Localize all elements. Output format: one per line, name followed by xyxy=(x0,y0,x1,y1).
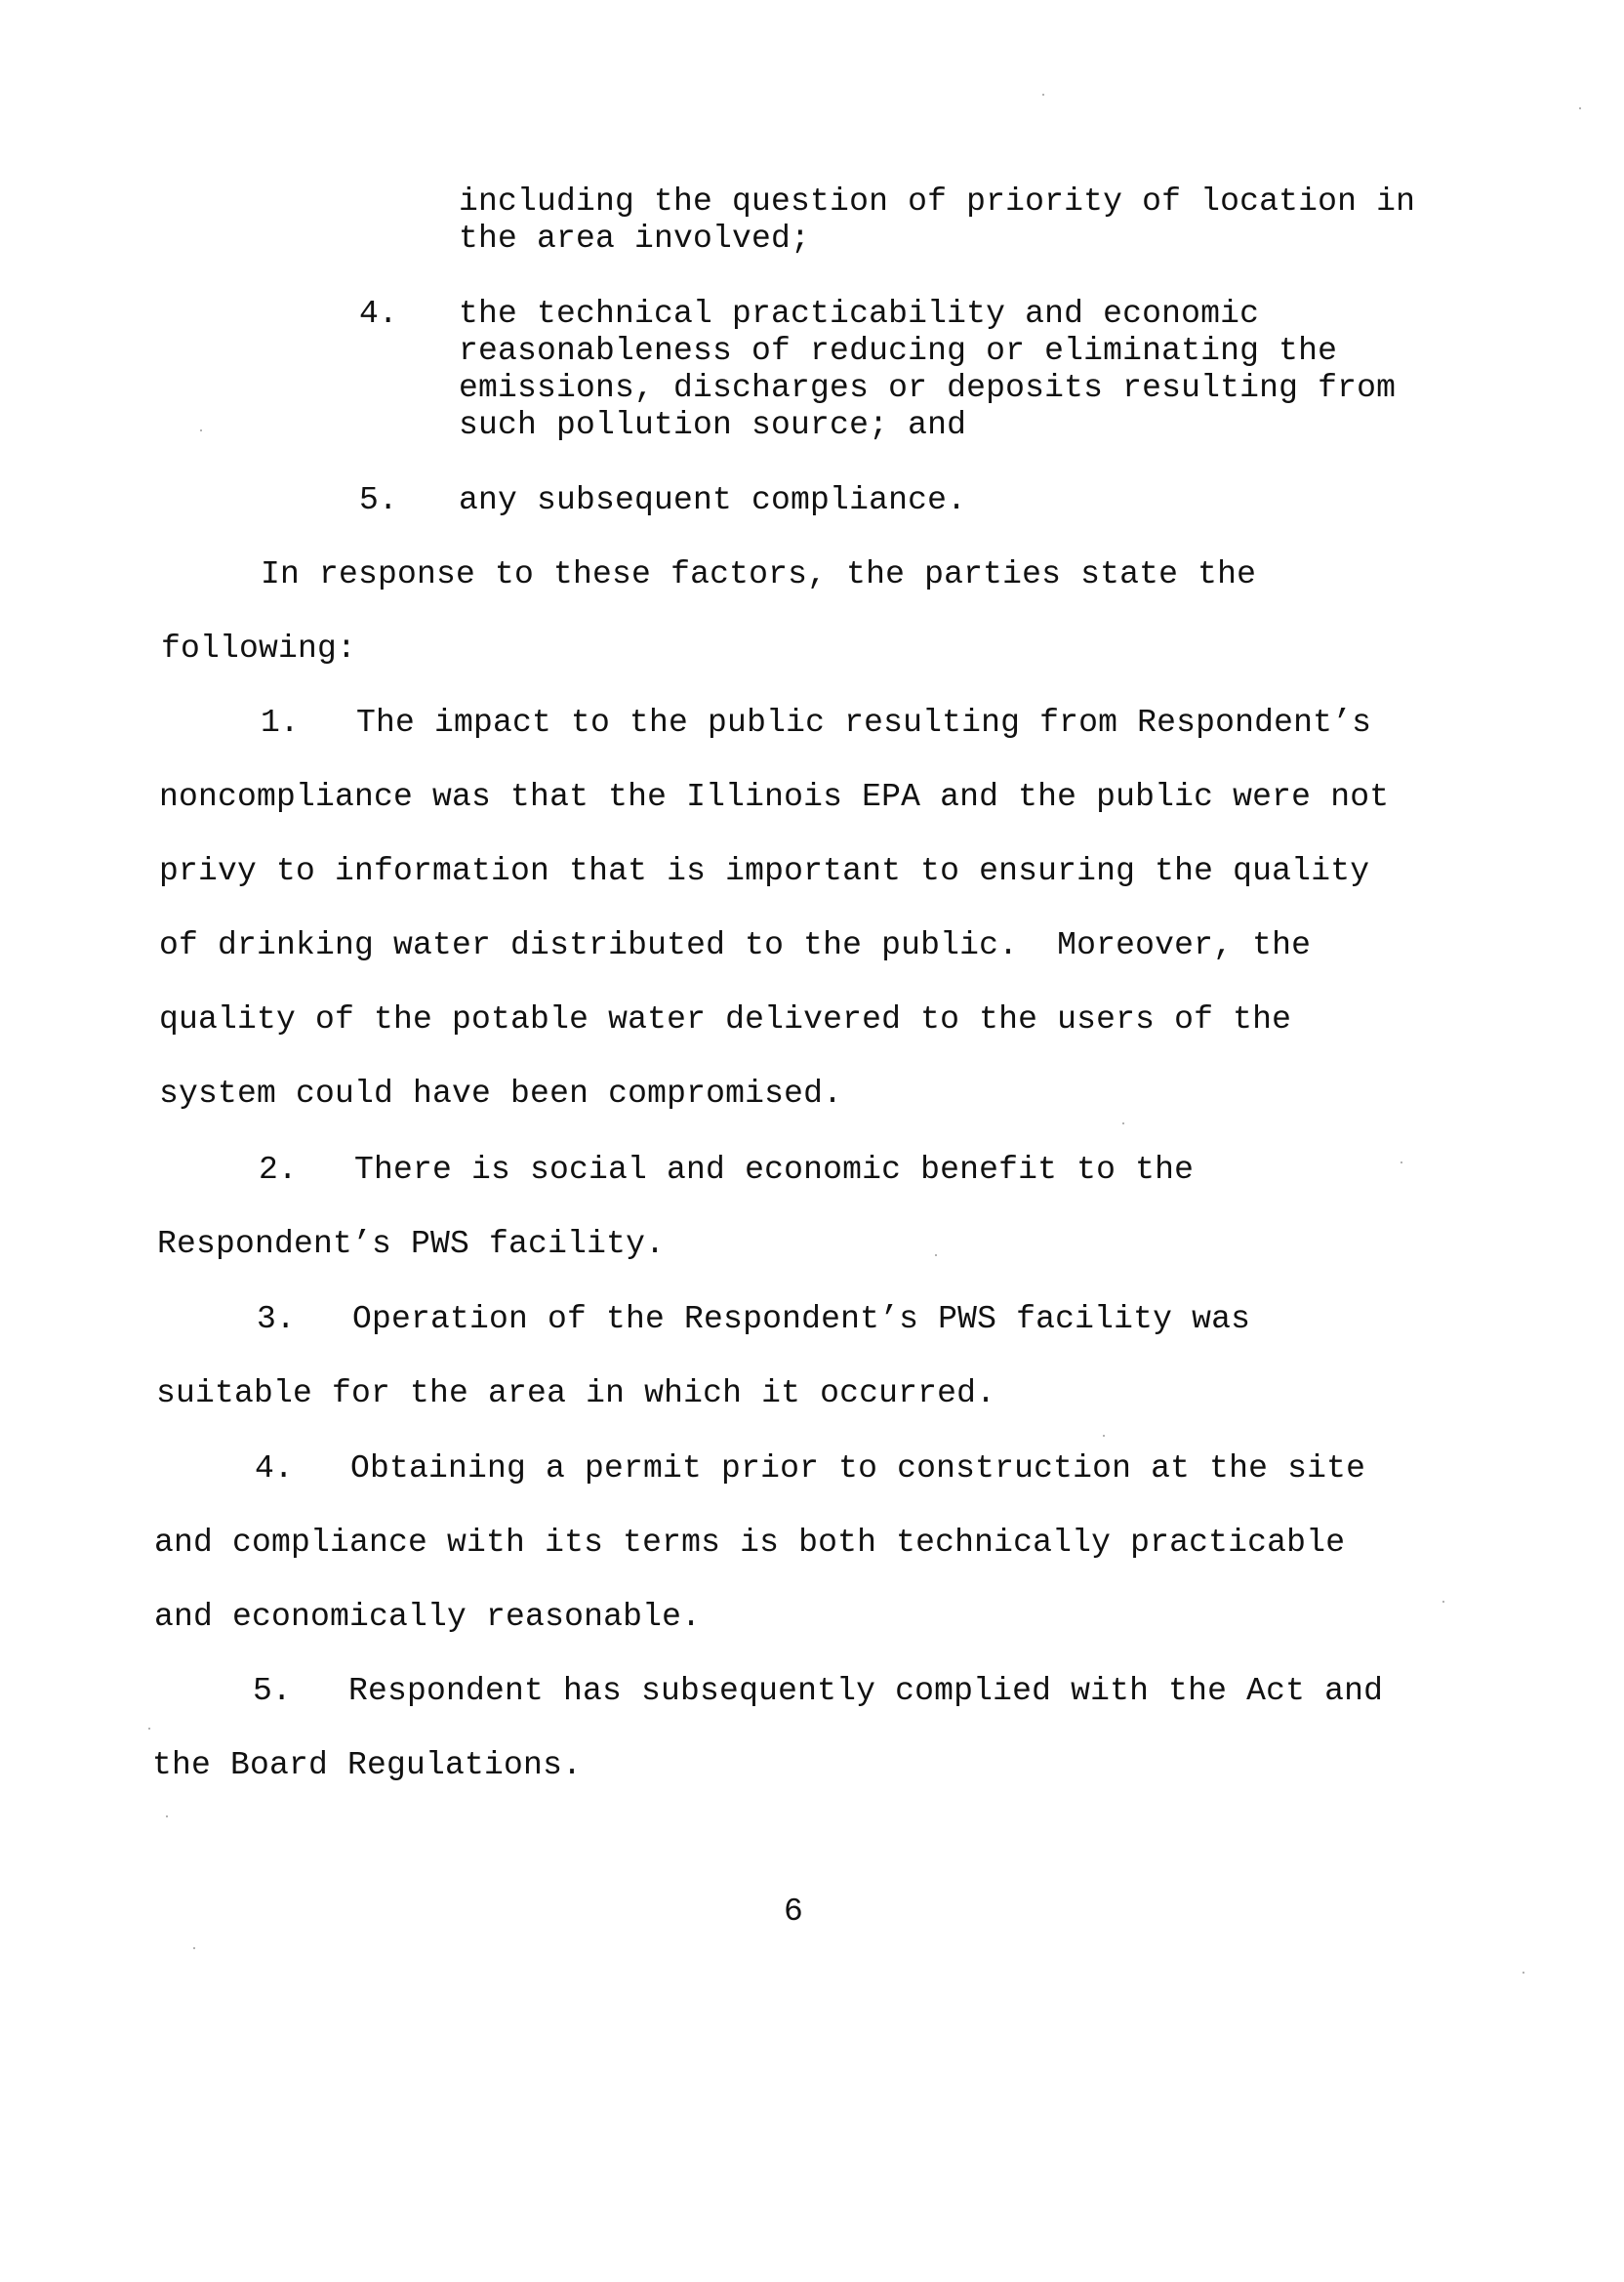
paragraph-line: and compliance with its terms is both technically practicable xyxy=(154,1525,1346,1561)
factor-line: such pollution source; and xyxy=(459,407,967,443)
scan-speck xyxy=(1103,1435,1105,1437)
continuation-line: the area involved; xyxy=(459,221,811,257)
scan-speck xyxy=(1401,1161,1402,1163)
response-number: 4. xyxy=(255,1450,294,1487)
factor-line: reasonableness of reducing or eliminating the xyxy=(459,333,1338,369)
response-number: 5. xyxy=(253,1673,292,1709)
paragraph-line: suitable for the area in which it occurred. xyxy=(156,1375,996,1411)
paragraph-line: of drinking water distributed to the public. Moreover, the xyxy=(159,927,1312,963)
factor-line: emissions, discharges or deposits resulting from xyxy=(459,370,1397,406)
scan-speck xyxy=(1122,1122,1124,1124)
paragraph-line: Obtaining a permit prior to construction at the site xyxy=(350,1450,1366,1487)
factor-line: any subsequent compliance. xyxy=(459,482,967,518)
factor-line: the technical practicability and economic xyxy=(459,296,1260,332)
paragraph-line: There is social and economic benefit to the xyxy=(354,1152,1195,1188)
response-number: 3. xyxy=(257,1301,296,1337)
scan-speck xyxy=(1042,94,1044,96)
paragraph-line: In response to these factors, the parties state the xyxy=(261,556,1257,592)
paragraph-line: Respondent’s PWS facility. xyxy=(157,1226,666,1262)
scan-speck xyxy=(166,1815,168,1817)
paragraph-line: privy to information that is important to ensuring the quality xyxy=(159,853,1370,889)
paragraph-line: quality of the potable water delivered to the users of the xyxy=(159,1001,1292,1038)
scan-speck xyxy=(1579,107,1581,109)
paragraph-line: The impact to the public resulting from Respondent’s xyxy=(356,705,1372,741)
paragraph-line: Respondent has subsequently complied with the Act and xyxy=(348,1673,1384,1709)
paragraph-line: following: xyxy=(161,631,357,667)
paragraph-line: system could have been compromised. xyxy=(159,1076,843,1112)
factor-number: 5. xyxy=(359,482,398,518)
scan-speck xyxy=(1442,1601,1444,1603)
scan-speck xyxy=(193,1947,195,1949)
paragraph-line: and economically reasonable. xyxy=(154,1599,702,1635)
paragraph-line: noncompliance was that the Illinois EPA and the public were not xyxy=(159,779,1390,815)
page-number: 6 xyxy=(784,1894,803,1930)
scan-speck xyxy=(200,429,202,431)
paragraph-line: the Board Regulations. xyxy=(152,1747,583,1783)
factor-number: 4. xyxy=(359,296,398,332)
continuation-line: including the question of priority of location in xyxy=(459,183,1416,220)
response-number: 2. xyxy=(259,1152,298,1188)
scan-speck xyxy=(1522,1972,1524,1974)
scan-speck xyxy=(148,1728,150,1730)
paragraph-line: Operation of the Respondent’s PWS facility was xyxy=(352,1301,1251,1337)
scan-speck xyxy=(935,1254,937,1256)
response-number: 1. xyxy=(261,705,300,741)
